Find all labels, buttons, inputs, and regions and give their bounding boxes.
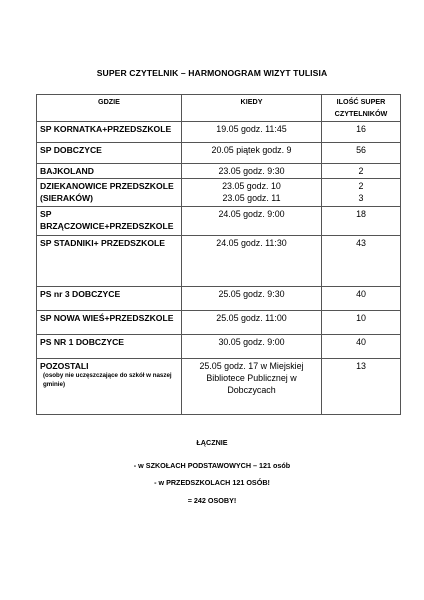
row-where: SP DOBCZYCE: [37, 143, 182, 164]
row-count-first: 2: [358, 181, 364, 191]
row-when: 30.05 godz. 9:00: [182, 335, 322, 359]
row-when: 25.05 godz. 11:00: [182, 311, 322, 335]
summary-total: = 242 OSOBY!: [187, 496, 237, 505]
row-where: DZIEKANOWICE PRZEDSZKOLE (SIERAKÓW): [37, 179, 182, 207]
row-when: 23.05 godz. 9:30: [182, 164, 322, 179]
table-row: [37, 359, 401, 415]
table-row: [37, 143, 401, 164]
row-when: 24.05 godz. 11:30: [182, 236, 322, 287]
summary-line-schools: - w SZKOŁACH PODSTAWOWYCH – 121 osób: [133, 461, 291, 470]
table-row: [37, 335, 401, 359]
row-where: BAJKOLAND: [37, 164, 182, 179]
row-where-label: POZOSTALI: [40, 361, 89, 371]
column-header-where: GDZIE: [37, 95, 182, 122]
column-header-count: ILOŚĆ SUPER CZYTELNIKÓW: [322, 95, 401, 122]
column-header-when: KIEDY: [182, 95, 322, 122]
row-count: 10: [322, 311, 401, 335]
table-row: [37, 122, 401, 143]
row-when: 25.05 godz. 9:30: [182, 287, 322, 311]
table-row: [37, 287, 401, 311]
table-row: [37, 179, 401, 207]
row-where: PS NR 1 DOBCZYCE: [37, 335, 182, 359]
row-where: SP NOWA WIEŚ+PRZEDSZKOLE: [37, 311, 182, 335]
row-when: [182, 179, 322, 207]
row-count: 13: [322, 359, 401, 415]
row-count: 18: [322, 207, 401, 236]
row-where-note: (osoby nie uczęszczające do szkół w naszej gminie): [43, 372, 172, 388]
row-count: 40: [322, 335, 401, 359]
table-row: [37, 236, 401, 287]
row-count: 43: [322, 236, 401, 287]
row-when: 19.05 godz. 11:45: [182, 122, 322, 143]
row-count: 2: [322, 164, 401, 179]
row-when: 25.05 godz. 17 w Miejskiej Bibliotece Publicznej w Dobczycach: [182, 359, 322, 415]
page-title: SUPER CZYTELNIK – HARMONOGRAM WIZYT TULISIA: [96, 68, 328, 78]
row-count: 16: [322, 122, 401, 143]
row-when: 24.05 godz. 9:00: [182, 207, 322, 236]
row-count-second: 3: [358, 193, 364, 203]
summary-line-preschools: - w PRZEDSZKOLACH 121 OSÓB!: [154, 478, 270, 487]
row-count: 56: [322, 143, 401, 164]
table-row: [37, 164, 401, 179]
row-when: 20.05 piątek godz. 9: [182, 143, 322, 164]
table-row: [37, 311, 401, 335]
row-where: SP BRZĄCZOWICE+PRZEDSZKOLE: [37, 207, 182, 236]
row-count: 40: [322, 287, 401, 311]
row-where: SP KORNATKA+PRZEDSZKOLE: [37, 122, 182, 143]
row-when-second: 23.05 godz. 11: [222, 193, 281, 203]
schedule-table: [36, 94, 401, 415]
row-where: SP STADNIKI+ PRZEDSZKOLE: [37, 236, 182, 287]
row-count: [322, 179, 401, 207]
summary-heading: ŁĄCZNIE: [196, 438, 228, 447]
row-where: [37, 359, 182, 415]
row-where: PS nr 3 DOBCZYCE: [37, 287, 182, 311]
row-when-first: 23.05 godz. 10: [222, 181, 281, 191]
table-row: [37, 207, 401, 236]
table-header-row: [37, 95, 401, 122]
